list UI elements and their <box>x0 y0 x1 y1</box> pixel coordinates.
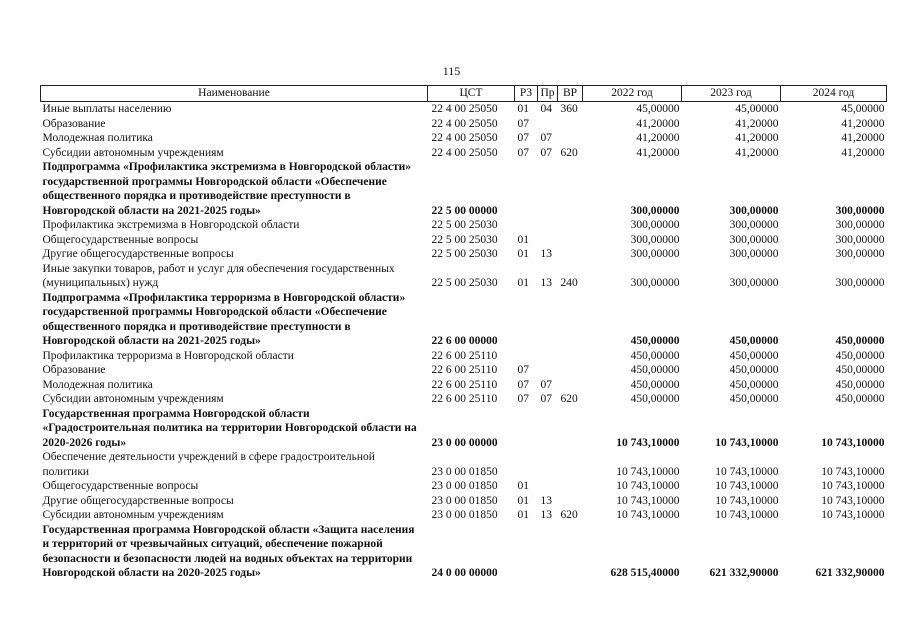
cell-vr <box>558 131 583 146</box>
cell-rz <box>515 160 538 218</box>
table-row <box>41 392 887 407</box>
cell-pr: 07 <box>540 146 552 159</box>
cell-rz <box>515 450 538 479</box>
cell-vr <box>558 494 583 509</box>
cell-vr: 360 <box>560 103 578 115</box>
cell-y2024: 41,20000 <box>841 117 885 130</box>
cell-vr <box>558 450 583 479</box>
cell-cst: 22 6 00 25110 <box>431 393 498 405</box>
cell-pr <box>538 218 558 233</box>
cell-cst: 22 6 00 25110 <box>431 349 498 362</box>
header-2023: 2023 год <box>682 86 781 102</box>
cell-name: Профилактика экстремизма в Новгородской области <box>42 219 300 231</box>
cell-cst: 22 4 00 25050 <box>431 146 498 159</box>
cell-y2022: 300,00000 <box>630 204 680 217</box>
header-name: Наименование <box>41 86 428 102</box>
table-row <box>41 218 887 233</box>
cell-y2023: 300,00000 <box>729 204 779 217</box>
page-number: 115 <box>442 64 461 78</box>
table-row <box>41 407 887 451</box>
cell-name: Молодежная политика <box>42 378 153 391</box>
table-row <box>41 102 887 117</box>
cell-y2023: 450,00000 <box>729 335 779 347</box>
header-2022: 2022 год <box>583 86 682 102</box>
cell-cst: 22 6 00 00000 <box>431 335 498 347</box>
cell-y2022: 45,00000 <box>636 103 680 115</box>
cell-rz <box>515 349 538 364</box>
cell-y2023: 621 332,90000 <box>709 567 779 579</box>
cell-name: Подпрограмма «Профилактика экстремизма в Новгородской области» государственной программы Новгородской области «Обеспечение общественного порядка и противодействие преступности в Новгородской области на 2021-2025 годы» <box>42 161 412 217</box>
cell-y2022: 10 743,10000 <box>616 465 680 478</box>
cell-name: Государственная программа Новгородской области «Защита населения и территорий от чрезвычайных ситуаций, обеспечение пожарной безопасности и безопасности людей на водных объектах на территории Новгородской области на 2020-2025 годы» <box>42 523 415 579</box>
cell-y2022: 300,00000 <box>630 277 680 289</box>
cell-pr <box>538 450 558 479</box>
cell-vr <box>558 218 583 233</box>
cell-y2022: 450,00000 <box>630 393 680 405</box>
cell-y2024: 300,00000 <box>835 277 885 289</box>
table-row <box>41 349 887 364</box>
table-row <box>41 450 887 479</box>
cell-y2023: 450,00000 <box>729 349 779 362</box>
header-cst: ЦСТ <box>428 86 515 102</box>
cell-y2023: 300,00000 <box>729 233 779 246</box>
cell-vr <box>558 160 583 218</box>
cell-y2023: 41,20000 <box>735 132 779 144</box>
cell-rz: 07 <box>517 146 529 159</box>
cell-rz <box>515 523 538 581</box>
cell-pr <box>538 160 558 218</box>
cell-cst: 22 4 00 25050 <box>431 117 498 130</box>
cell-rz: 01 <box>517 248 529 260</box>
cell-y2022: 10 743,10000 <box>616 436 680 449</box>
cell-vr <box>558 349 583 364</box>
cell-y2023: 10 743,10000 <box>715 465 779 478</box>
cell-vr <box>558 291 583 349</box>
cell-vr <box>558 378 583 393</box>
cell-cst: 22 4 00 25050 <box>431 132 498 144</box>
cell-y2023: 300,00000 <box>729 277 779 289</box>
cell-pr <box>538 291 558 349</box>
cell-cst: 22 4 00 25050 <box>431 103 498 115</box>
cell-y2022: 300,00000 <box>630 248 680 260</box>
cell-rz: 01 <box>517 509 529 521</box>
table-row <box>41 291 887 349</box>
cell-vr: 620 <box>560 393 578 405</box>
cell-y2024: 41,20000 <box>841 132 885 144</box>
cell-name: Общегосударственные вопросы <box>42 480 199 492</box>
cell-y2024: 300,00000 <box>835 204 885 217</box>
cell-pr <box>538 349 558 364</box>
cell-y2024: 621 332,90000 <box>815 567 885 579</box>
cell-y2024: 450,00000 <box>835 349 885 362</box>
cell-y2023: 41,20000 <box>735 117 779 130</box>
cell-pr: 07 <box>540 378 552 391</box>
cell-name: Иные выплаты населению <box>42 103 172 115</box>
cell-name: Другие общегосударственные вопросы <box>42 248 234 260</box>
cell-y2023: 41,20000 <box>735 146 779 159</box>
cell-y2023: 450,00000 <box>729 393 779 405</box>
table-row <box>41 363 887 378</box>
cell-y2024: 10 743,10000 <box>821 465 885 478</box>
table-row <box>41 233 887 248</box>
cell-vr: 620 <box>560 509 578 521</box>
cell-name: Образование <box>42 364 106 376</box>
cell-vr <box>558 233 583 248</box>
cell-y2024: 450,00000 <box>835 378 885 391</box>
cell-rz: 07 <box>517 132 529 144</box>
cell-vr: 620 <box>560 146 578 159</box>
cell-name: Профилактика терроризма в Новгородской области <box>42 349 294 362</box>
cell-cst: 23 0 00 01850 <box>431 494 498 507</box>
cell-vr <box>558 479 583 494</box>
cell-pr: 07 <box>540 132 552 144</box>
cell-rz: 07 <box>517 117 529 130</box>
cell-y2022: 10 743,10000 <box>616 509 680 521</box>
cell-y2022: 628 515,40000 <box>610 567 680 579</box>
cell-cst: 23 0 00 00000 <box>431 436 498 449</box>
cell-rz: 07 <box>517 378 529 391</box>
cell-y2024: 300,00000 <box>835 248 885 260</box>
cell-y2024: 45,00000 <box>841 103 885 115</box>
cell-rz <box>515 291 538 349</box>
cell-vr <box>558 363 583 378</box>
cell-pr: 13 <box>540 248 552 260</box>
cell-y2022: 41,20000 <box>636 117 680 130</box>
cell-vr <box>558 407 583 451</box>
cell-y2024: 450,00000 <box>835 393 885 405</box>
cell-y2023: 10 743,10000 <box>715 509 779 521</box>
cell-rz: 07 <box>517 393 529 405</box>
cell-cst: 23 0 00 01850 <box>431 465 498 478</box>
cell-y2024: 300,00000 <box>835 233 885 246</box>
cell-rz: 01 <box>517 277 529 289</box>
table-row <box>41 508 887 523</box>
cell-y2022: 300,00000 <box>630 233 680 246</box>
table-row <box>41 494 887 509</box>
cell-y2023: 300,00000 <box>729 219 779 231</box>
cell-cst: 23 0 00 01850 <box>431 509 498 521</box>
cell-y2024: 450,00000 <box>835 335 885 347</box>
table-row <box>41 117 887 132</box>
cell-rz: 01 <box>517 494 529 507</box>
cell-pr <box>538 407 558 451</box>
cell-pr <box>538 117 558 132</box>
header-rz: РЗ <box>515 86 538 102</box>
cell-y2023: 45,00000 <box>735 103 779 115</box>
cell-rz: 01 <box>517 480 529 492</box>
table-body <box>41 102 887 581</box>
cell-vr <box>558 523 583 581</box>
cell-cst: 23 0 00 01850 <box>431 480 498 492</box>
cell-name: Государственная программа Новгородской области «Градостроительная политика на территории Новгородской области на 2020-2026 годы» <box>42 407 417 449</box>
cell-pr <box>538 523 558 581</box>
table-header-row <box>41 86 887 102</box>
cell-name: Другие общегосударственные вопросы <box>42 494 234 507</box>
cell-pr: 07 <box>540 393 552 405</box>
cell-name: Субсидии автономным учреждениям <box>42 509 224 521</box>
table-row <box>41 262 887 291</box>
cell-y2023: 10 743,10000 <box>715 436 779 449</box>
header-pr: Пр <box>538 86 558 102</box>
cell-y2022: 41,20000 <box>636 132 680 144</box>
cell-pr: 13 <box>540 277 552 289</box>
cell-cst: 22 6 00 25110 <box>431 364 498 376</box>
cell-cst: 22 5 00 25030 <box>431 219 498 231</box>
cell-y2024: 41,20000 <box>841 146 885 159</box>
cell-name: Субсидии автономным учреждениям <box>42 146 224 159</box>
cell-name: Субсидии автономным учреждениям <box>42 393 224 405</box>
header-vr: ВР <box>558 86 583 102</box>
cell-cst: 22 5 00 25030 <box>431 248 498 260</box>
cell-y2023: 10 743,10000 <box>715 494 779 507</box>
cell-y2022: 450,00000 <box>630 378 680 391</box>
cell-pr: 04 <box>540 103 552 115</box>
cell-y2022: 300,00000 <box>630 219 680 231</box>
cell-cst: 22 5 00 25030 <box>431 233 498 246</box>
cell-y2023: 300,00000 <box>729 248 779 260</box>
cell-name: Общегосударственные вопросы <box>42 233 199 246</box>
cell-pr <box>538 479 558 494</box>
cell-cst: 24 0 00 00000 <box>431 567 498 579</box>
table-row <box>41 160 887 218</box>
cell-name: Подпрограмма «Профилактика терроризма в Новгородской области» государственной программы Новгородской области «Обеспечение общественного порядка и противодействие преступности в Новгородской области на 2021-2025 годы» <box>42 291 406 347</box>
cell-pr: 13 <box>540 494 552 507</box>
cell-rz: 01 <box>517 103 529 115</box>
cell-name: Иные закупки товаров, работ и услуг для обеспечения государственных (муниципальных) нужд <box>42 262 395 289</box>
cell-y2023: 450,00000 <box>729 378 779 391</box>
cell-y2024: 300,00000 <box>835 219 885 231</box>
cell-y2023: 10 743,10000 <box>715 480 779 492</box>
cell-pr: 13 <box>540 509 552 521</box>
cell-y2022: 10 743,10000 <box>616 480 680 492</box>
cell-y2024: 450,00000 <box>835 364 885 376</box>
cell-vr <box>558 247 583 262</box>
table-row <box>41 378 887 393</box>
cell-y2022: 10 743,10000 <box>616 494 680 507</box>
table-row <box>41 523 887 581</box>
cell-y2022: 450,00000 <box>630 364 680 376</box>
cell-vr: 240 <box>560 277 578 289</box>
table-row <box>41 146 887 161</box>
cell-rz: 07 <box>517 364 529 376</box>
cell-rz <box>515 218 538 233</box>
table-row <box>41 247 887 262</box>
cell-pr <box>538 233 558 248</box>
cell-y2023: 450,00000 <box>729 364 779 376</box>
cell-y2022: 450,00000 <box>630 335 680 347</box>
budget-table <box>40 85 887 581</box>
table-row <box>41 479 887 494</box>
cell-y2024: 10 743,10000 <box>821 480 885 492</box>
cell-y2024: 10 743,10000 <box>821 494 885 507</box>
cell-y2024: 10 743,10000 <box>821 509 885 521</box>
cell-y2022: 450,00000 <box>630 349 680 362</box>
cell-y2022: 41,20000 <box>636 146 680 159</box>
cell-cst: 22 6 00 25110 <box>431 378 498 391</box>
header-2024: 2024 год <box>781 86 887 102</box>
cell-cst: 22 5 00 00000 <box>431 204 498 217</box>
cell-rz <box>515 407 538 451</box>
cell-name: Обеспечение деятельности учреждений в сфере градостроительной политики <box>42 451 375 478</box>
cell-vr <box>558 117 583 132</box>
cell-name: Образование <box>42 117 106 130</box>
cell-rz: 01 <box>517 233 529 246</box>
cell-pr <box>538 363 558 378</box>
table-row <box>41 131 887 146</box>
cell-y2024: 10 743,10000 <box>821 436 885 449</box>
cell-name: Молодежная политика <box>42 132 153 144</box>
cell-cst: 22 5 00 25030 <box>431 277 498 289</box>
